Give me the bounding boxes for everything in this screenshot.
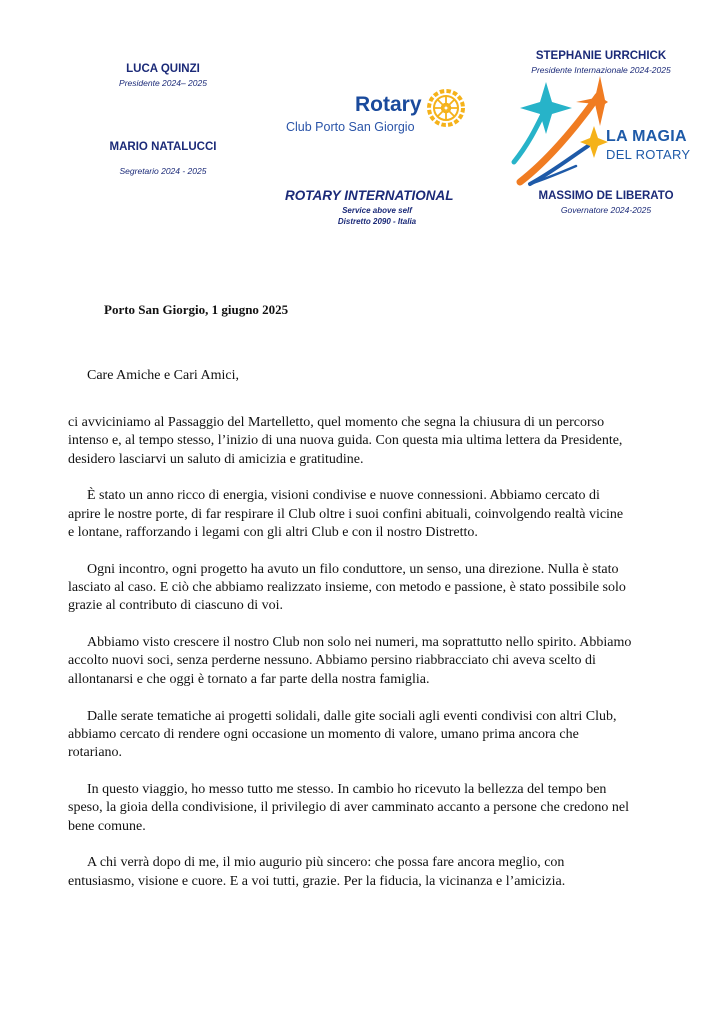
paragraph-line: È stato un anno ricco di energia, visioni condivise e nuove connessioni. Abbiamo cercato di bbox=[87, 488, 600, 504]
paragraph-3 bbox=[68, 561, 668, 616]
paragraph-line: entusiasmo, visione e cuore. E a voi tutti, grazie. Per la fiducia, la vicinanza e l’amicizia. bbox=[68, 873, 566, 889]
paragraph-line: Dalle serate tematiche ai progetti solidali, dalle gite sociali agli eventi condivisi con altri Club, bbox=[87, 708, 617, 724]
magia-title-line2: DEL ROTARY bbox=[606, 147, 691, 162]
secretary-name: MARIO NATALUCCI bbox=[109, 141, 217, 153]
paragraph-5 bbox=[68, 708, 668, 763]
district-label: Distretto 2090 - Italia bbox=[337, 217, 417, 226]
president-role: Presidente 2024– 2025 bbox=[119, 78, 207, 88]
paragraph-7 bbox=[68, 854, 668, 891]
paragraph-line: accolto nuovi soci, senza perderne nessuno. Abbiamo persino riabbracciato chi aveva scelto di bbox=[68, 653, 596, 669]
paragraph-line: allontanarsi e che oggi è tornato a far parte della nostra famiglia. bbox=[68, 671, 430, 687]
club-name: Club Porto San Giorgio bbox=[286, 120, 415, 134]
paragraph-line: In questo viaggio, ho messo tutto me stesso. In cambio ho ricevuto la bellezza del tempo ben bbox=[87, 781, 607, 797]
paragraph-line: Abbiamo visto crescere il nostro Club non solo nei numeri, ma soprattutto nello spirito. Abbiamo bbox=[87, 635, 632, 651]
paragraph-line: bene comune. bbox=[68, 818, 146, 834]
letter-date: Porto San Giorgio, 1 giugno 2025 bbox=[104, 302, 289, 317]
paragraph-line: speso, la gioia della condivisione, il privilegio di aver camminato accanto a persone che credono nel bbox=[68, 800, 629, 816]
paragraph-line: lasciato al caso. E ciò che abbiamo realizzato insieme, con metodo e passione, è stato possibile solo bbox=[68, 580, 626, 596]
governor-role: Governatore 2024-2025 bbox=[560, 205, 652, 215]
paragraph-line: rotariano. bbox=[68, 745, 123, 761]
paragraph-4 bbox=[68, 634, 668, 689]
international-president-role: Presidente Internazionale 2024-2025 bbox=[531, 65, 671, 75]
rotary-international-title: ROTARY INTERNATIONAL bbox=[285, 188, 454, 203]
paragraph-2 bbox=[68, 487, 668, 542]
secretary-role: Segretario 2024 - 2025 bbox=[119, 166, 207, 176]
international-president-name: STEPHANIE URRCHICK bbox=[535, 50, 667, 62]
paragraph-6 bbox=[68, 781, 668, 836]
magia-title-line1: LA MAGIA bbox=[606, 128, 687, 145]
rotary-wheel-icon bbox=[424, 86, 468, 130]
president-name: LUCA QUINZI bbox=[126, 63, 200, 75]
governor-name: MASSIMO DE LIBERATO bbox=[538, 190, 674, 202]
rotary-motto: Service above self bbox=[342, 206, 412, 215]
paragraph-line: ci avviciniamo al Passaggio del Martelletto, quel momento che segna la chiusura di un percorso bbox=[68, 415, 605, 430]
paragraph-line: aprire le nostre porte, di far respirare il Club oltre i suoi confini abituali, coinvolgendo realtà vicine bbox=[68, 506, 624, 522]
paragraph-1 bbox=[68, 414, 668, 469]
paragraph-line: grazie al contributo di ciascuno di voi. bbox=[68, 598, 283, 614]
paragraph-line: desidero lasciarvi un saluto di amicizia e gratitudine. bbox=[68, 451, 364, 467]
paragraph-line: intenso e, al tempo stesso, l’inizio di una nuova guida. Con questa mia ultima lettera da Presidente, bbox=[68, 433, 623, 449]
paragraph-line: Ogni incontro, ogni progetto ha avuto un filo conduttore, un senso, una direzione. Nulla è stato bbox=[87, 561, 619, 577]
paragraph-line: A chi verrà dopo di me, il mio augurio più sincero: che possa fare ancora meglio, con bbox=[87, 855, 565, 871]
paragraph-line: e lontane, rafforzando i legami con gli altri Club e con il nostro Distretto. bbox=[68, 524, 478, 540]
letter-greeting: Care Amiche e Cari Amici, bbox=[87, 368, 240, 383]
letter-body bbox=[68, 414, 668, 909]
paragraph-line: abbiamo cercato di rendere ogni occasione un momento di valore, umano prima ancora che bbox=[68, 726, 579, 742]
rotary-logo-wordmark: Rotary bbox=[355, 93, 422, 116]
magia-rotary-stars-icon bbox=[508, 74, 608, 192]
